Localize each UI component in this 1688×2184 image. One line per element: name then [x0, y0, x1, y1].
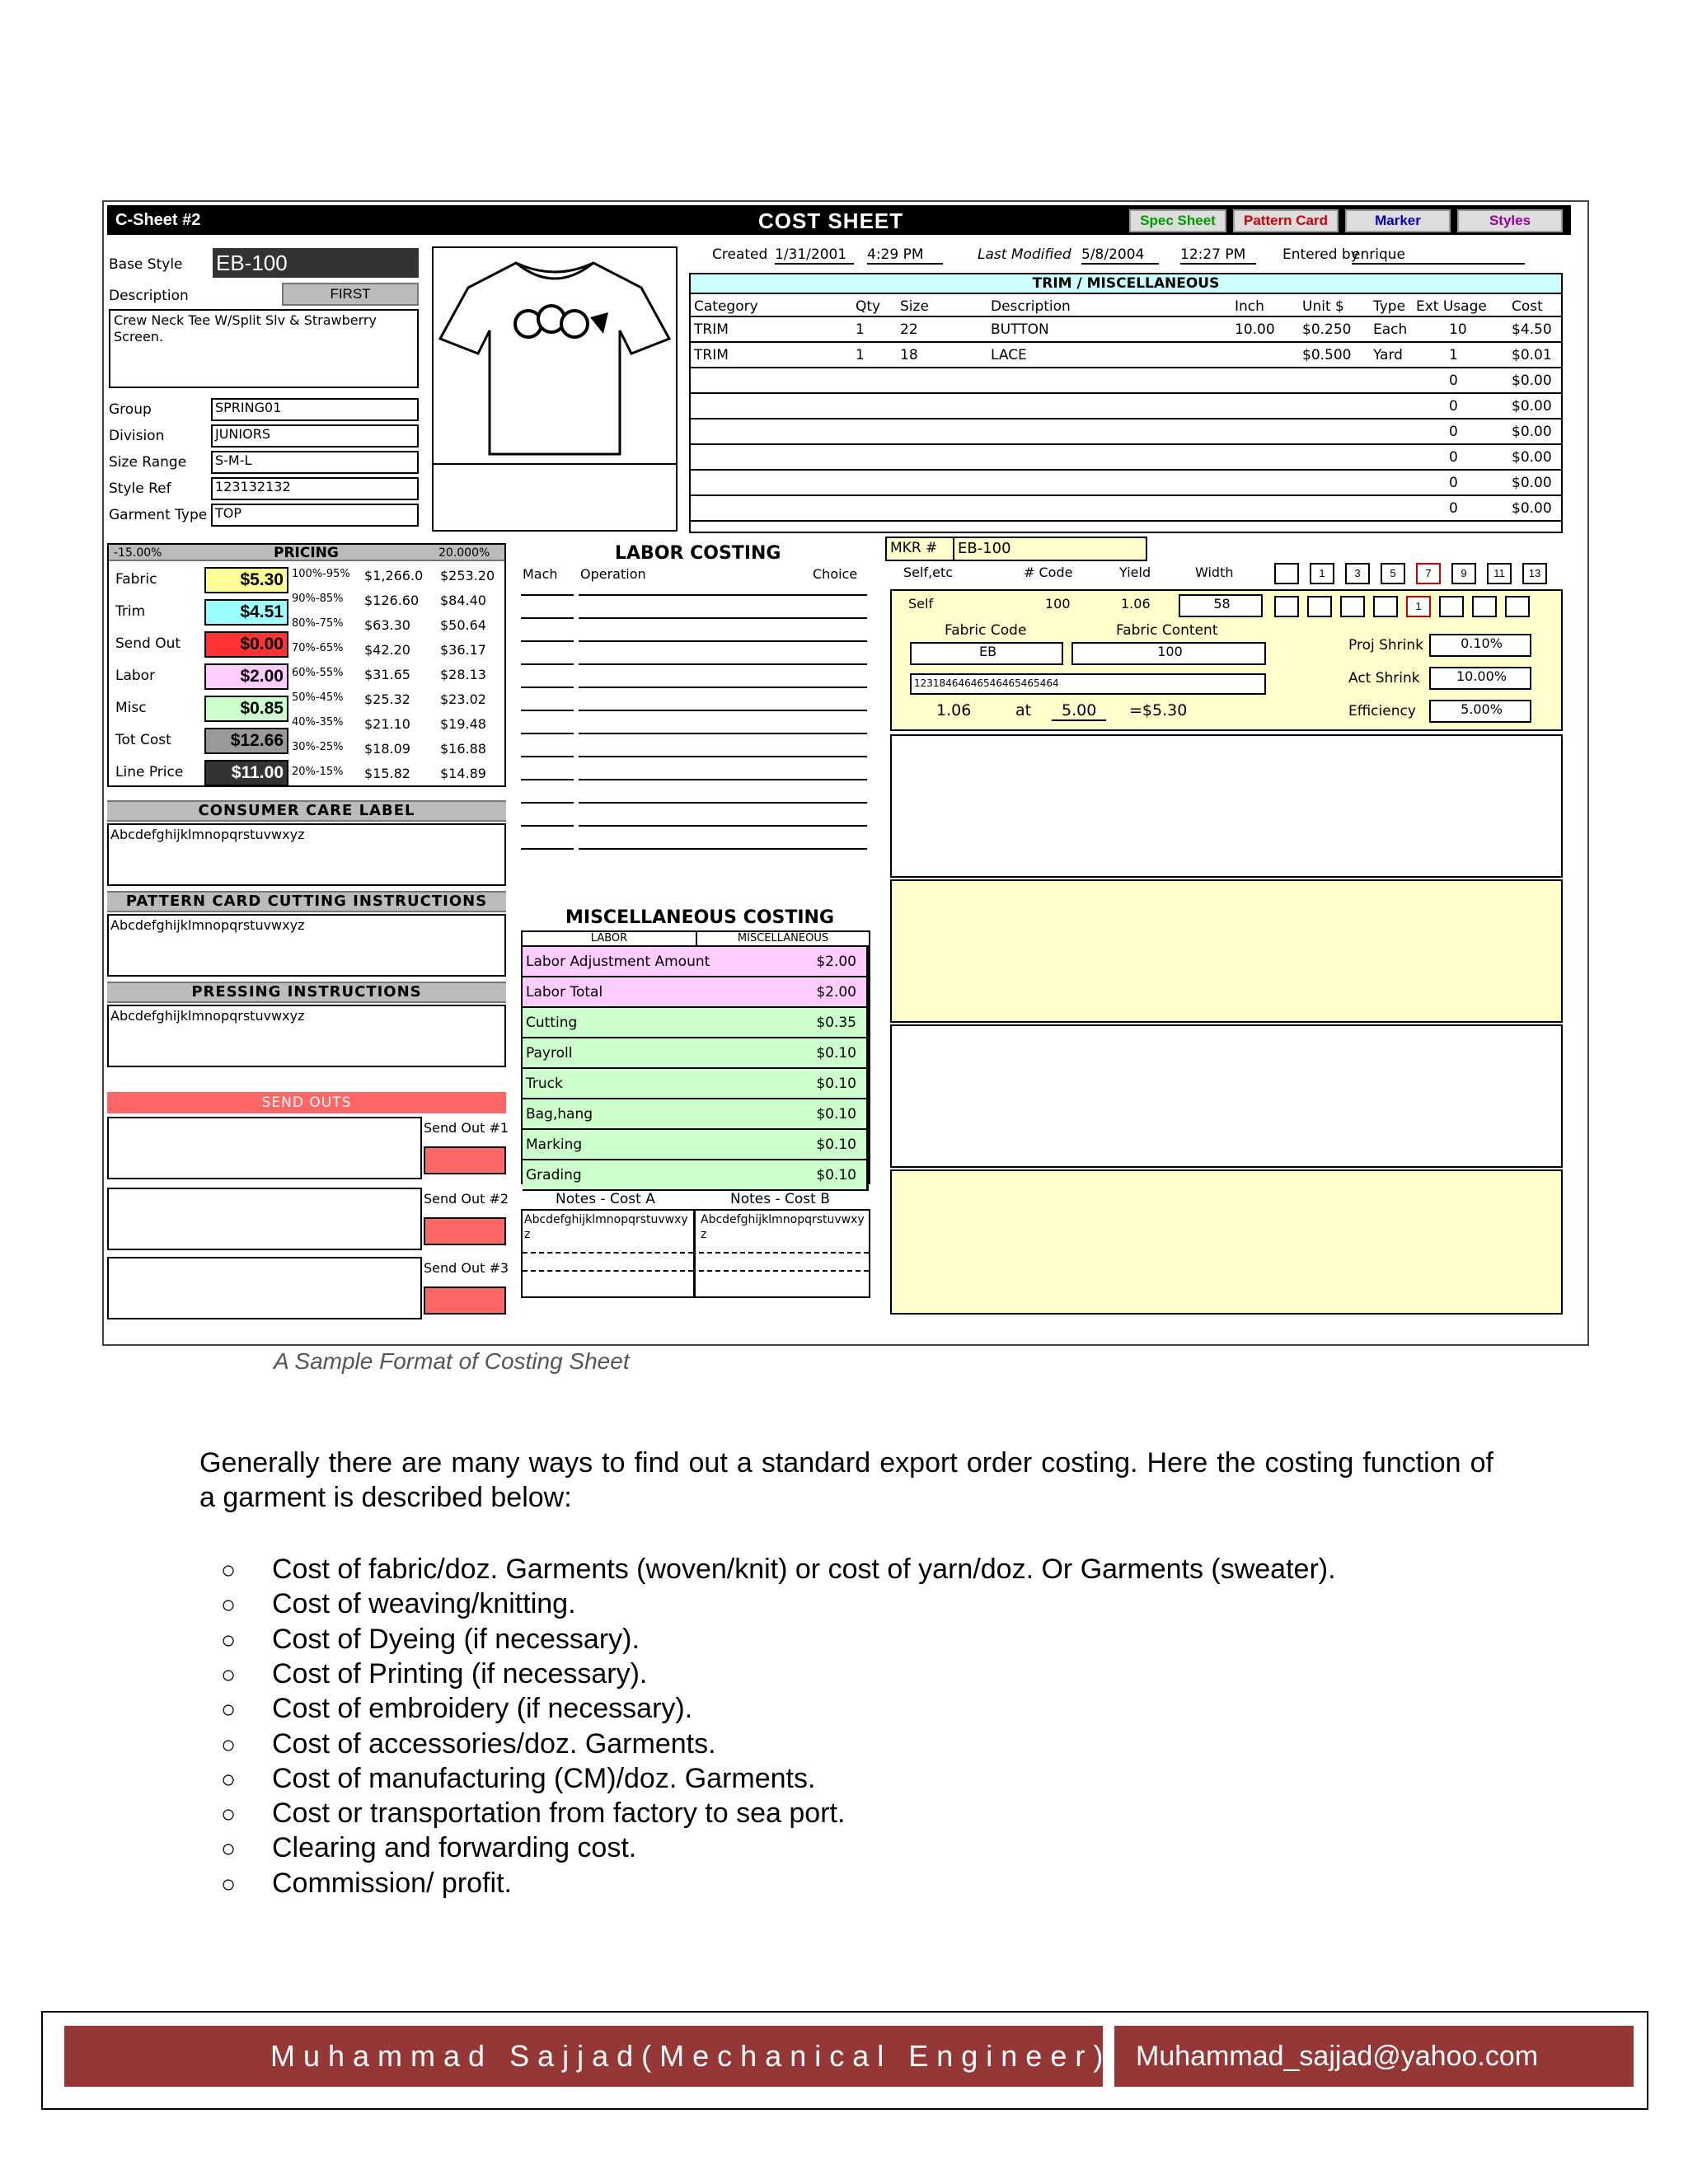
- misc-row[interactable]: [523, 947, 869, 977]
- misc-title: MISCELLANEOUS COSTING: [565, 907, 835, 928]
- list-item: Cost or transportation from factory to sea port.: [272, 1797, 846, 1830]
- margin-a: $15.82: [364, 766, 410, 781]
- size-qty-box[interactable]: [1505, 596, 1530, 617]
- size-range-label: Size Range: [109, 454, 187, 471]
- list-item: Clearing and forwarding cost.: [272, 1832, 637, 1864]
- size-qty-box[interactable]: [1439, 596, 1464, 617]
- size-header-box[interactable]: 13: [1522, 563, 1547, 584]
- division-label: Division: [109, 428, 165, 444]
- trim-cell-category: TRIM: [694, 347, 729, 363]
- size-qty-box[interactable]: [1340, 596, 1365, 617]
- misc-row-label: Payroll: [526, 1045, 573, 1062]
- labor-operation-line[interactable]: [579, 756, 867, 757]
- pricing-label: Misc: [115, 700, 147, 716]
- list-item: Cost of embroidery (if necessary).: [272, 1693, 693, 1725]
- calc-yield: 1.06: [936, 701, 972, 719]
- fabric-width[interactable]: 58: [1179, 594, 1263, 617]
- pricing-label: Fabric: [115, 571, 157, 588]
- trim-cell-type: Each: [1373, 321, 1408, 338]
- margin-pct: 50%-45%: [292, 691, 344, 704]
- trim-col-size: Size: [900, 298, 929, 315]
- created-date: 1/31/2001: [775, 246, 854, 265]
- list-item: Commission/ profit.: [272, 1867, 512, 1899]
- pricing-title-bar: [109, 545, 504, 561]
- margin-b: $36.17: [440, 642, 486, 658]
- margin-pct: 60%-55%: [292, 667, 344, 679]
- notes-b-field[interactable]: [699, 1211, 869, 1296]
- group-label: Group: [109, 401, 152, 418]
- list-item: Cost of accessories/doz. Garments.: [272, 1727, 716, 1760]
- misc-row-value: $2.00: [816, 954, 856, 970]
- misc-row-value: $0.10: [816, 1076, 856, 1092]
- notes-b-label: Notes - Cost B: [730, 1191, 830, 1207]
- trim-row[interactable]: [691, 394, 1561, 419]
- list-item: Cost of Dyeing (if necessary).: [272, 1623, 640, 1655]
- misc-row-label: Labor Total: [526, 984, 603, 1001]
- labor-mach-line[interactable]: [521, 710, 574, 711]
- marker-col-self: Self,etc: [903, 565, 954, 580]
- trim-cell-usage: 0: [1449, 500, 1458, 517]
- margin-a: $1,266.0: [364, 568, 424, 583]
- labor-operation-line[interactable]: [579, 848, 867, 850]
- list-bullet-icon: ○: [221, 1591, 237, 1619]
- margin-a: $25.32: [364, 691, 410, 707]
- pressing-field[interactable]: [107, 1005, 506, 1067]
- list-bullet-icon: ○: [221, 1626, 237, 1654]
- calc-price: 5.00: [1052, 701, 1106, 721]
- trim-row[interactable]: [691, 419, 1561, 445]
- labor-operation-line[interactable]: [579, 779, 867, 780]
- trim-cell-cost: $0.00: [1512, 449, 1552, 466]
- styles-button[interactable]: Styles: [1457, 209, 1563, 232]
- margin-b: $16.88: [440, 741, 486, 757]
- pricing-value[interactable]: $2.00: [204, 663, 288, 690]
- trim-cell-usage: 1: [1449, 347, 1458, 363]
- trim-col-inch: Inch: [1235, 298, 1264, 315]
- margin-a: $63.30: [364, 617, 410, 633]
- pattern-card-field[interactable]: [107, 914, 506, 977]
- send-out-1-value[interactable]: [424, 1146, 506, 1174]
- pricing-label: Tot Cost: [115, 732, 171, 748]
- size-header-box[interactable]: [1274, 563, 1299, 584]
- base-style-field[interactable]: EB-100: [213, 248, 419, 278]
- margin-pct: 20%-15%: [292, 766, 344, 778]
- margin-a: $21.10: [364, 716, 410, 732]
- pricing-value[interactable]: $11.00: [204, 760, 288, 786]
- marker-panel-5[interactable]: [890, 1169, 1563, 1315]
- pricing-label: Labor: [115, 668, 156, 684]
- mkr-label-overlay: MKR #: [890, 540, 938, 556]
- trim-row[interactable]: [691, 368, 1561, 394]
- size-qty-box[interactable]: [1307, 596, 1332, 617]
- trim-row[interactable]: [691, 317, 1561, 343]
- pricing-label: Trim: [115, 603, 146, 620]
- pricing-panel: [107, 543, 506, 787]
- labor-mach-line[interactable]: [521, 802, 574, 804]
- size-header-box[interactable]: 1: [1310, 563, 1334, 584]
- group-field[interactable]: SPRING01: [211, 398, 419, 421]
- size-qty-box[interactable]: [1274, 596, 1299, 617]
- misc-row-value: $0.10: [816, 1106, 856, 1122]
- efficiency-label: Efficiency: [1348, 703, 1416, 719]
- fabric-yield: 1.06: [1121, 596, 1151, 612]
- trim-cell-description: LACE: [991, 347, 1027, 363]
- pattern-card-button[interactable]: Pattern Card: [1233, 209, 1339, 232]
- division-field[interactable]: JUNIORS: [211, 424, 419, 448]
- trim-cell-usage: 0: [1449, 398, 1458, 415]
- trim-table: [689, 273, 1563, 533]
- modified-label: Last Modified: [978, 246, 1071, 263]
- labor-operation-line[interactable]: [579, 825, 867, 827]
- labor-col-operation: Operation: [580, 566, 646, 582]
- description-label: Description: [109, 288, 189, 304]
- misc-table: [521, 930, 870, 1184]
- trim-cell-usage: 0: [1449, 475, 1458, 491]
- trim-cell-qty: 1: [856, 321, 865, 338]
- intro-paragraph: Generally there are many ways to find out a standard export order costing. Here the costing function of a garment is described below:: [199, 1447, 1493, 1513]
- labor-title: LABOR COSTING: [615, 543, 781, 564]
- footer-name: Muhammad Sajjad(Mechanical Engineer): [64, 2026, 1103, 2087]
- list-bullet-icon: ○: [221, 1696, 237, 1724]
- fabric-code-field[interactable]: EB: [910, 642, 1063, 665]
- size-qty-box[interactable]: [1373, 596, 1398, 617]
- size-range-field[interactable]: S-M-L: [211, 451, 419, 474]
- labor-mach-line[interactable]: [521, 733, 574, 734]
- style-ref-label: Style Ref: [109, 480, 171, 497]
- marker-col-width: Width: [1195, 565, 1234, 580]
- pricing-label: Send Out: [115, 635, 181, 652]
- trim-cell-cost: $0.00: [1512, 475, 1552, 491]
- pricing-label: Line Price: [115, 764, 184, 780]
- marker-col-code: # Code: [1024, 565, 1073, 580]
- trim-col-cost: Cost: [1512, 298, 1543, 315]
- trim-row[interactable]: [691, 343, 1561, 368]
- pricing-title: PRICING: [274, 545, 339, 561]
- pressing-text: Abcdefghijklmnopqrstuvwxyz: [110, 1008, 305, 1024]
- created-time: 4:29 PM: [867, 246, 943, 265]
- description-field[interactable]: Crew Neck Tee W/Split Slv & Strawberry Screen.: [109, 309, 419, 388]
- send-out-1-label: Send Out #1: [424, 1120, 509, 1136]
- margin-a: $18.09: [364, 741, 410, 757]
- labor-mach-line[interactable]: [521, 779, 574, 780]
- trim-cell-inch: 10.00: [1235, 321, 1275, 338]
- trim-col-unit: Unit $: [1302, 298, 1344, 315]
- tshirt-sketch: [434, 248, 676, 530]
- trim-cell-size: 22: [900, 321, 918, 338]
- marker-col-yield: Yield: [1119, 565, 1151, 580]
- trim-cell-cost: $4.50: [1512, 321, 1552, 338]
- consumer-care-field[interactable]: [107, 823, 506, 886]
- send-out-3-label: Send Out #3: [424, 1260, 509, 1276]
- trim-cell-type: Yard: [1373, 347, 1403, 363]
- misc-row[interactable]: [523, 977, 869, 1008]
- margin-a: $31.65: [364, 667, 410, 682]
- margin-b: $28.13: [440, 667, 486, 682]
- send-out-3-value[interactable]: [424, 1286, 506, 1315]
- footer-name-bar: [64, 2019, 1112, 2102]
- entered-by-value: enrique: [1352, 246, 1525, 265]
- fabric-content-label: Fabric Content: [1116, 622, 1218, 639]
- calc-at: at: [1015, 701, 1032, 719]
- pricing-value[interactable]: $5.30: [204, 567, 288, 593]
- trim-cell-unit: $0.250: [1302, 321, 1352, 338]
- misc-row-label: Marking: [526, 1137, 583, 1153]
- size-header: [1274, 561, 1563, 586]
- misc-row-value: $0.10: [816, 1045, 856, 1062]
- pricing-value[interactable]: $4.51: [204, 599, 288, 626]
- send-out-2-value[interactable]: [424, 1217, 506, 1245]
- margin-pct: 70%-65%: [292, 642, 344, 654]
- list-item: Cost of fabric/doz. Garments (woven/knit) or cost of yarn/doz. Or Garments (sweater).: [272, 1554, 1336, 1585]
- labor-col-mach: Mach: [523, 566, 558, 582]
- misc-row-value: $0.10: [816, 1137, 856, 1153]
- misc-row-value: $0.35: [816, 1015, 856, 1031]
- marker-panel-3[interactable]: [890, 879, 1563, 1023]
- sheet-header-bar: [107, 205, 1571, 235]
- labor-operation-line[interactable]: [579, 710, 867, 711]
- labor-mach-line[interactable]: [521, 594, 574, 596]
- modified-date: 5/8/2004: [1081, 246, 1159, 265]
- list-bullet-icon: ○: [221, 1801, 237, 1829]
- first-button[interactable]: FIRST: [282, 283, 419, 306]
- labor-mach-line[interactable]: [521, 756, 574, 757]
- margin-pct: 40%-35%: [292, 716, 344, 729]
- trim-cell-qty: 1: [856, 347, 865, 363]
- misc-row[interactable]: [523, 1099, 869, 1130]
- trim-cell-unit: $0.500: [1302, 347, 1352, 363]
- labor-operation-line[interactable]: [579, 617, 867, 619]
- misc-row-value: $0.10: [816, 1167, 856, 1183]
- labor-col-choice: Choice: [813, 566, 858, 582]
- margin-b: $253.20: [440, 568, 495, 583]
- fabric-code: 100: [1045, 596, 1071, 612]
- page-footer: [41, 2011, 1648, 2110]
- notes-a-text: Abcdefghijklmnopqrstuvwxyz: [524, 1213, 688, 1241]
- notes-a-field[interactable]: [523, 1211, 696, 1296]
- send-outs-title: SEND OUTS: [107, 1092, 506, 1113]
- misc-row[interactable]: [523, 1160, 869, 1191]
- size-header-box[interactable]: 5: [1381, 563, 1405, 584]
- list-bullet-icon: ○: [221, 1557, 237, 1584]
- labor-operation-line[interactable]: [579, 802, 867, 804]
- pricing-left-pct: -15.00%: [114, 546, 162, 560]
- labor-mach-line[interactable]: [521, 640, 574, 642]
- pricing-value[interactable]: $0.00: [204, 631, 288, 658]
- fabric-panel: [890, 589, 1563, 731]
- trim-row[interactable]: [691, 445, 1561, 471]
- labor-operation-line[interactable]: [579, 640, 867, 642]
- footer-email: Muhammad_sajjad@yahoo.com: [1114, 2026, 1634, 2087]
- trim-header-row: [691, 294, 1561, 317]
- margin-b: $50.64: [440, 617, 486, 633]
- efficiency-field[interactable]: 5.00%: [1429, 700, 1531, 723]
- misc-row-value: $2.00: [816, 984, 856, 1001]
- trim-cell-usage: 0: [1449, 373, 1458, 389]
- labor-mach-line[interactable]: [521, 687, 574, 688]
- labor-operation-line[interactable]: [579, 733, 867, 734]
- misc-tab-misc[interactable]: MISCELLANEOUS: [697, 932, 869, 947]
- garment-type-field[interactable]: TOP: [211, 504, 419, 527]
- act-shrink-field[interactable]: 10.00%: [1429, 667, 1531, 690]
- fabric-code-label: Fabric Code: [945, 622, 1027, 639]
- size-header-box[interactable]: 3: [1345, 563, 1370, 584]
- list-item: Cost of Printing (if necessary).: [272, 1657, 648, 1690]
- send-out-2-field[interactable]: [107, 1188, 422, 1250]
- trim-col-type: Type: [1373, 298, 1406, 315]
- misc-tab-labor[interactable]: LABOR: [523, 932, 697, 947]
- misc-row-label: Cutting: [526, 1015, 578, 1031]
- mkr-value[interactable]: EB-100: [953, 538, 1146, 560]
- size-header-box[interactable]: 7: [1416, 563, 1441, 584]
- proj-shrink-label: Proj Shrink: [1348, 637, 1423, 654]
- labor-mach-line[interactable]: [521, 617, 574, 619]
- marker-button[interactable]: Marker: [1345, 209, 1451, 232]
- list-item: Cost of weaving/knitting.: [272, 1588, 576, 1620]
- misc-rows: [523, 947, 869, 1184]
- misc-row[interactable]: [523, 1038, 869, 1069]
- trim-cell-usage: 0: [1449, 449, 1458, 466]
- pricing-right-pct: 20.000%: [438, 546, 490, 560]
- sheet-title: COST SHEET: [758, 209, 904, 233]
- list-bullet-icon: ○: [221, 1870, 237, 1898]
- list-item: Cost of manufacturing (CM)/doz. Garments.: [272, 1762, 816, 1794]
- act-shrink-label: Act Shrink: [1348, 670, 1420, 687]
- list-bullet-icon: ○: [221, 1661, 237, 1689]
- list-bullet-icon: ○: [221, 1731, 237, 1759]
- send-out-2-label: Send Out #2: [424, 1191, 509, 1207]
- margin-table: [292, 565, 506, 787]
- margin-b: $23.02: [440, 691, 486, 707]
- size-header-box[interactable]: 11: [1487, 563, 1512, 584]
- trim-cell-cost: $0.00: [1512, 373, 1552, 389]
- sheet-id: C-Sheet #2: [115, 211, 201, 229]
- trim-col-description: Description: [991, 298, 1071, 315]
- calc-total: =$5.30: [1129, 701, 1188, 719]
- modified-time: 12:27 PM: [1180, 246, 1256, 265]
- marker-panel-4[interactable]: [890, 1024, 1563, 1168]
- pricing-value[interactable]: $0.85: [204, 696, 288, 722]
- fabric-self: Self: [908, 596, 934, 612]
- misc-row[interactable]: [523, 1008, 869, 1038]
- misc-row[interactable]: [523, 1069, 869, 1099]
- misc-row[interactable]: [523, 1130, 869, 1160]
- proj-shrink-field[interactable]: 0.10%: [1429, 634, 1531, 657]
- trim-cell-size: 18: [900, 347, 918, 363]
- figure-caption: A Sample Format of Costing Sheet: [274, 1348, 630, 1374]
- trim-cell-cost: $0.00: [1512, 424, 1552, 440]
- list-bullet-icon: ○: [221, 1765, 237, 1793]
- size-qty-box[interactable]: [1472, 596, 1497, 617]
- list-bullet-icon: ○: [221, 1835, 237, 1863]
- trim-cell-cost: $0.01: [1512, 347, 1552, 363]
- margin-b: $14.89: [440, 766, 486, 781]
- margin-pct: 100%-95%: [292, 568, 350, 580]
- trim-cell-category: TRIM: [694, 321, 729, 338]
- send-out-3-field[interactable]: [107, 1257, 422, 1319]
- trim-row[interactable]: [691, 471, 1561, 496]
- pressing-title: PRESSING INSTRUCTIONS: [107, 982, 506, 1003]
- trim-col-category: Category: [694, 298, 758, 315]
- labor-mach-line[interactable]: [521, 663, 574, 665]
- margin-b: $19.48: [440, 716, 486, 732]
- pattern-card-text: Abcdefghijklmnopqrstuvwxyz: [110, 917, 305, 933]
- margin-pct: 30%-25%: [292, 741, 344, 753]
- misc-row-label: Grading: [526, 1167, 582, 1183]
- trim-row[interactable]: [691, 496, 1561, 522]
- misc-row-label: Truck: [526, 1076, 563, 1092]
- misc-row-label: Labor Adjustment Amount: [526, 954, 710, 970]
- margin-a: $42.20: [364, 642, 410, 658]
- labor-operation-line[interactable]: [579, 663, 867, 665]
- trim-title: TRIM / MISCELLANEOUS: [691, 274, 1561, 294]
- fabric-content-field[interactable]: 100: [1071, 642, 1266, 665]
- size-qty-box[interactable]: 1: [1406, 596, 1431, 617]
- trim-cell-usage: 0: [1449, 424, 1458, 440]
- trim-cell-cost: $0.00: [1512, 500, 1552, 517]
- pricing-value[interactable]: $12.66: [204, 728, 288, 754]
- notes-a-label: Notes - Cost A: [556, 1191, 655, 1207]
- trim-cell-description: BUTTON: [991, 321, 1049, 338]
- spec-sheet-button[interactable]: Spec Sheet: [1129, 209, 1226, 232]
- style-ref-field[interactable]: 123132132: [211, 477, 419, 500]
- fabric-long-code[interactable]: 12318464646546465465464: [910, 673, 1266, 695]
- entered-by-label: Entered by: [1282, 246, 1359, 263]
- labor-mach-line[interactable]: [521, 825, 574, 827]
- garment-type-label: Garment Type: [109, 507, 208, 523]
- consumer-care-title: CONSUMER CARE LABEL: [107, 800, 506, 822]
- send-out-1-field[interactable]: [107, 1117, 422, 1179]
- size-header-box[interactable]: 9: [1451, 563, 1476, 584]
- margin-pct: 90%-85%: [292, 593, 344, 605]
- created-label: Created: [712, 246, 768, 263]
- consumer-care-text: Abcdefghijklmnopqrstuvwxyz: [110, 827, 305, 842]
- labor-operation-line[interactable]: [579, 687, 867, 688]
- marker-panel-2[interactable]: [890, 734, 1563, 878]
- margin-pct: 80%-75%: [292, 617, 344, 630]
- base-style-label: Base Style: [109, 256, 183, 273]
- labor-operation-line[interactable]: [579, 594, 867, 596]
- trim-cell-cost: $0.00: [1512, 398, 1552, 415]
- misc-row-label: Bag,hang: [526, 1106, 593, 1122]
- labor-lines: [521, 584, 867, 856]
- trim-col-usage: Ext Usage: [1416, 298, 1487, 315]
- margin-a: $126.60: [364, 593, 420, 608]
- margin-b: $84.40: [440, 593, 486, 608]
- notes-b-text: Abcdefghijklmnopqrstuvwxyz: [701, 1213, 865, 1241]
- pattern-card-title: PATTERN CARD CUTTING INSTRUCTIONS: [107, 891, 506, 912]
- labor-mach-line[interactable]: [521, 848, 574, 850]
- garment-image-frame: [432, 246, 678, 532]
- cost-sheet-figure: [102, 200, 1589, 1346]
- notes-box: [521, 1209, 870, 1298]
- trim-col-qty: Qty: [856, 298, 881, 315]
- trim-cell-usage: 10: [1449, 321, 1467, 338]
- size-qty-row: [1274, 594, 1563, 619]
